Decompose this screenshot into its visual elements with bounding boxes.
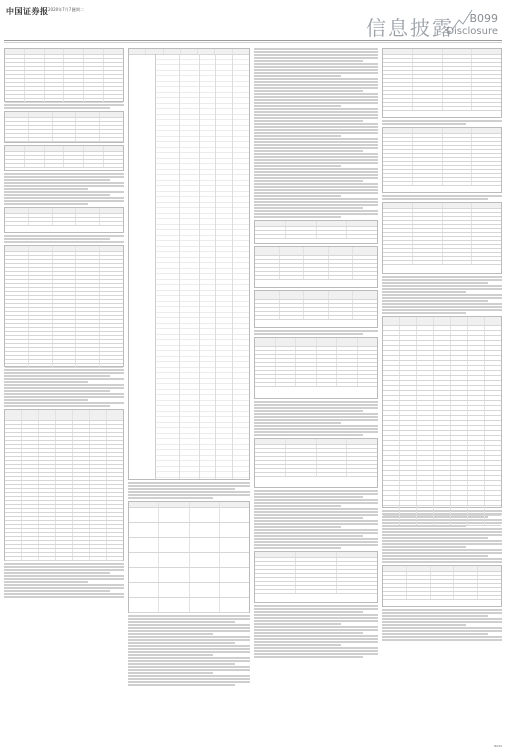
text-block — [254, 490, 378, 549]
text-block — [382, 609, 502, 641]
table-block — [254, 220, 378, 244]
table-block — [4, 145, 124, 171]
issue-weekday: 星期二 — [72, 7, 84, 12]
section-title: 信息披露 — [366, 16, 454, 40]
table-block — [254, 246, 378, 288]
text-block — [4, 235, 124, 243]
page-code: B099 — [469, 12, 498, 25]
text-block — [128, 482, 250, 499]
table-block — [4, 48, 124, 102]
table-block — [4, 207, 124, 233]
table-block — [4, 245, 124, 367]
table-block — [382, 565, 502, 607]
text-block — [382, 120, 502, 125]
table-block — [4, 409, 124, 561]
header-rule-thin — [4, 42, 502, 43]
table-block — [254, 290, 378, 328]
column-4 — [382, 46, 502, 746]
text-block — [4, 173, 124, 205]
table-block — [382, 48, 502, 118]
table-block — [254, 551, 378, 603]
table-block — [382, 127, 502, 193]
text-block — [128, 615, 250, 686]
column-2 — [128, 46, 250, 746]
text-block — [254, 605, 378, 658]
footer-page-code: B099 — [494, 744, 502, 748]
column-3 — [254, 46, 378, 746]
text-block — [382, 276, 502, 314]
issue-date: 2020年7月7日 — [48, 7, 76, 12]
section-subtitle: Disclosure — [446, 26, 498, 37]
table-block — [382, 202, 502, 274]
text-block — [254, 401, 378, 436]
section-banner — [356, 4, 506, 44]
text-block — [4, 563, 124, 598]
text-block — [254, 330, 378, 335]
header-rule — [4, 40, 502, 41]
newspaper-masthead: 中国证券报 — [6, 6, 49, 16]
page-footer — [4, 744, 502, 748]
table-block — [254, 438, 378, 488]
table-block — [4, 111, 124, 143]
table-block — [254, 337, 378, 399]
page-header — [0, 0, 506, 44]
table-block — [128, 501, 250, 613]
text-block — [4, 369, 124, 407]
table-block — [128, 48, 250, 480]
column-1 — [4, 46, 124, 746]
table-block — [382, 316, 502, 508]
page-body — [4, 46, 502, 746]
text-block — [254, 48, 378, 218]
text-block — [382, 195, 502, 200]
text-block — [4, 104, 124, 109]
